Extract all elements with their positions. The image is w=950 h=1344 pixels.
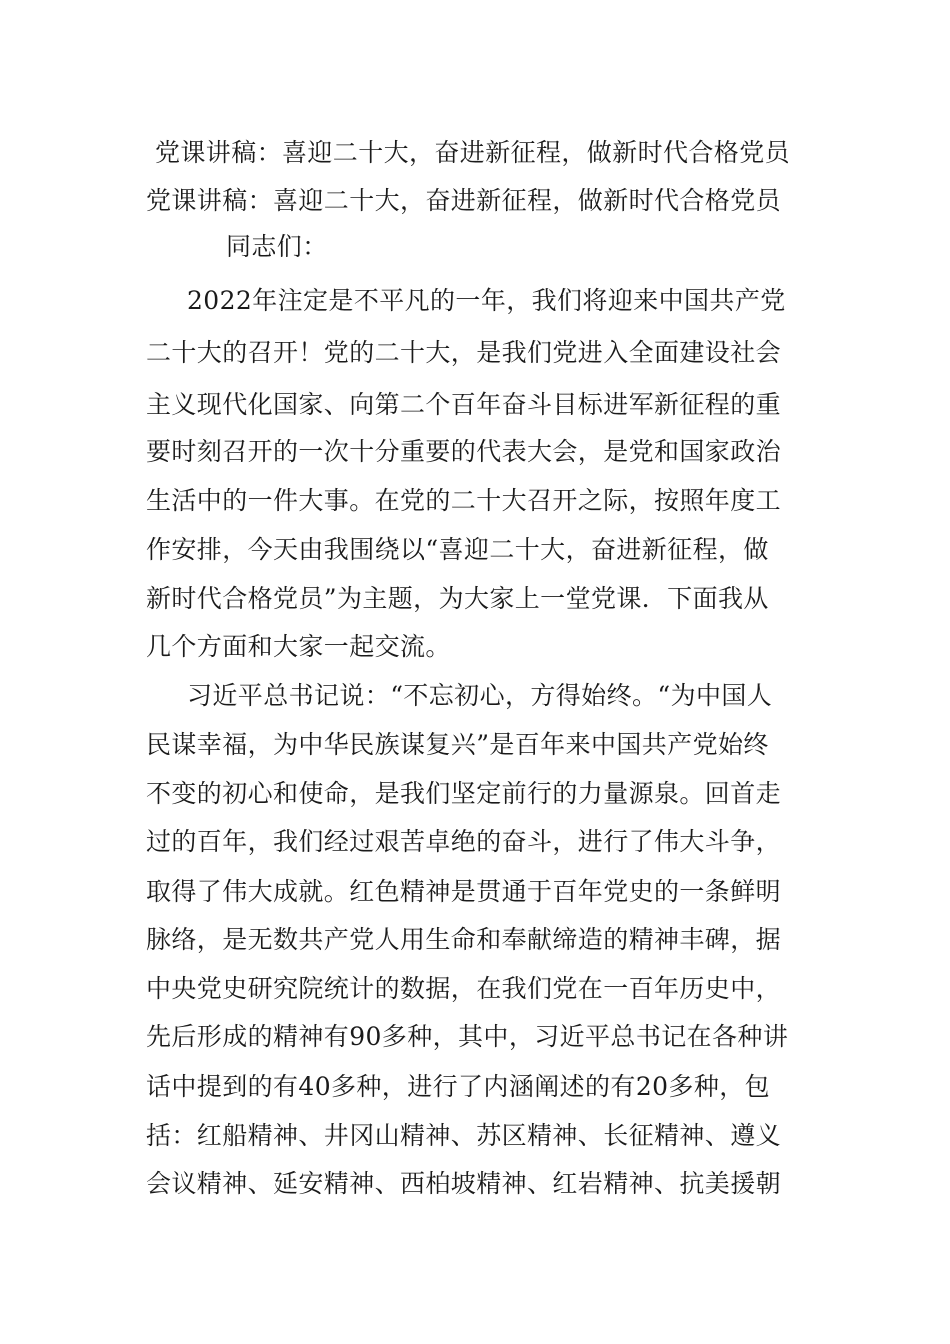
paragraph-1-line: 新时代合格党员”为主题，为大家上一堂党课．下面我从 — [146, 584, 769, 613]
paragraph-1-line: 主义现代化国家、向第二个百年奋斗目标进军新征程的重 — [146, 390, 782, 419]
paragraph-2-line: 话中提到的有40多种，进行了内涵阐述的有20多种，包 — [146, 1072, 771, 1101]
document-title: 党课讲稿：喜迎二十大，奋进新征程，做新时代合格党员 — [155, 138, 791, 167]
paragraph-2-line: 习近平总书记说：“不忘初心，方得始终。“为中国人 — [187, 681, 773, 710]
paragraph-2-line: 过的百年，我们经过艰苦卓绝的奋斗，进行了伟大斗争， — [146, 827, 782, 856]
paragraph-2-line: 不变的初心和使命，是我们坚定前行的力量源泉。回首走 — [146, 779, 782, 808]
document-title-repeat: 党课讲稿：喜迎二十大，奋进新征程，做新时代合格党员 — [146, 186, 782, 215]
paragraph-1-line: 二十大的召开！党的二十大，是我们党进入全面建设社会 — [146, 338, 782, 367]
paragraph-1-line: 生活中的一件大事。在党的二十大召开之际，按照年度工 — [146, 486, 782, 515]
paragraph-2-line: 先后形成的精神有90多种，其中，习近平总书记在各种讲 — [146, 1022, 789, 1051]
paragraph-1-line: 几个方面和大家一起交流。 — [146, 632, 451, 661]
paragraph-1-line: 作安排，今天由我围绕以“喜迎二十大，奋进新征程，做 — [146, 535, 769, 564]
paragraph-2-line: 括：红船精神、井冈山精神、苏区精神、长征精神、遵义 — [146, 1121, 782, 1150]
greeting: 同志们： — [226, 232, 328, 261]
paragraph-2-line: 脉络，是无数共产党人用生命和奉献缔造的精神丰碑，据 — [146, 925, 782, 954]
paragraph-2-line: 会议精神、延安精神、西柏坡精神、红岩精神、抗美援朝 — [146, 1169, 782, 1198]
paragraph-2-line: 取得了伟大成就。红色精神是贯通于百年党史的一条鲜明 — [146, 877, 782, 906]
paragraph-2-line: 中央党史研究院统计的数据，在我们党在一百年历史中， — [146, 974, 782, 1003]
paragraph-2-line: 民谋幸福，为中华民族谋复兴”是百年来中国共产党始终 — [146, 730, 769, 759]
paragraph-1-line: 要时刻召开的一次十分重要的代表大会，是党和国家政治 — [146, 437, 782, 466]
paragraph-1-line: 2022年注定是不平凡的一年，我们将迎来中国共产党 — [187, 286, 786, 315]
